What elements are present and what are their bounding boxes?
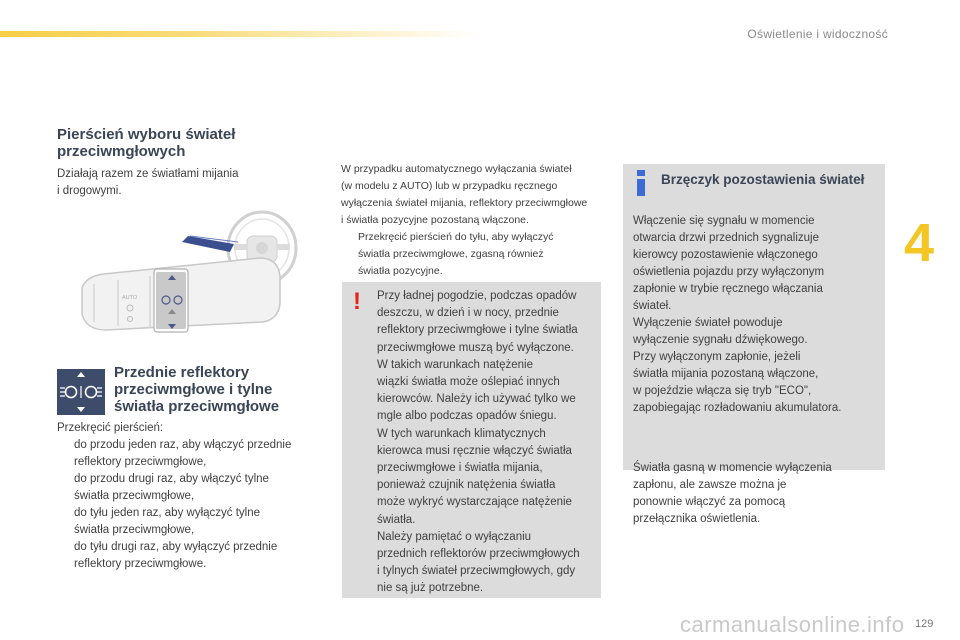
info-text (633, 196, 883, 545)
auto-label: AUTO (122, 295, 138, 301)
bullet-text: Przekręcić pierścień do tyłu, aby wyłączyć światła przeciwmgłowe, zgasną również światła pozycyjne. (358, 231, 554, 277)
section1-intro-line: Działają razem ze światłami mijania (57, 168, 239, 180)
section2-title (114, 364, 279, 415)
section2-lead: Przekręcić pierścień: (57, 422, 164, 434)
info-icon (633, 170, 649, 196)
section1-intro-line: i drogowymi. (57, 185, 122, 197)
header-accent-bar (0, 31, 480, 37)
section2-body (57, 420, 327, 573)
section2-title-line: Przednie reflektory (114, 364, 250, 381)
section1-title (57, 126, 235, 160)
warning-text: Przy ładnej pogodzie, podczas opadów deszczu, w dzień i w nocy, przednie reflektory przeciwmgłowe i tylne światła przeciwmgłowe muszą być wyłączone. W takich warunkach natężenie wiązki światła może oślepiać innych kierowców. Należy ich używać tylko we mgle albo podczas opadów śniegu. W tych warunkach klimatycznych kierowca musi ręcznie włączyć światła przeciwmgłowe i światła mijania, ponieważ czujnik natężenia światła może wykryć wystarczające natężenie światła. Należy pamiętać o wyłączaniu przednich reflektorów przeciwmgłowych i tylnych świateł przeciwmgłowych, gdy nie są już potrzebne. (377, 290, 580, 595)
section1-title-line: Pierścień wyboru świateł (57, 126, 236, 143)
bullet-item (57, 471, 327, 505)
section1-title-line: przeciwmgłowych (57, 143, 186, 160)
bullet-item (57, 539, 327, 573)
bullet-text: do przodu drugi raz, aby włączyć tylne światła przeciwmgłowe, (74, 473, 269, 502)
section1-intro (57, 166, 239, 200)
info-paragraph: Włączenie się sygnału w momencie otwarcia drzwi przednich sygnalizuje kierowcy pozostawienie włączonego oświetlenia pojazdu przy wyłączonym zapłonie w trybie ręcznego włączania świateł. Wyłączenie świateł powoduje wyłączenie sygnału dźwiękowego. Przy wyłączonym zapłonie, jeżeli światła mijania pozostaną włączone, w pojeździe włącza się tryb "ECO", zapobiegając rozładowaniu akumulatora. (633, 215, 842, 414)
middle-bullet (341, 229, 609, 280)
middle-paragraph: W przypadku automatycznego wyłączania świateł (w modelu z AUTO) lub w przypadku ręcznego wyłączenia świateł mijania, reflektory przeciwmgłowe i światła pozycyjne pozostaną włączone. (341, 163, 588, 226)
bullet-item (57, 437, 327, 471)
fog-lights-icon (57, 369, 105, 415)
page-number: 129 (915, 618, 934, 630)
bullet-text: do tyłu jeden raz, aby wyłączyć tylne światła przeciwmgłowe, (74, 507, 261, 536)
bullet-item (57, 505, 327, 539)
warning-box (342, 282, 601, 598)
watermark: carmanualsonline.info (680, 612, 905, 637)
bullet-text: do przodu jeden raz, aby włączyć przednie reflektory przeciwmgłowe, (74, 439, 292, 468)
section2-title-line: światła przeciwmgłowe (114, 398, 280, 415)
lighting-stalk-illustration (64, 196, 340, 346)
middle-column (341, 161, 609, 280)
bullet-text: do tyłu drugi raz, aby wyłączyć przednie reflektory przeciwmgłowe. (74, 541, 278, 570)
chapter-number: 4 (904, 213, 935, 273)
info-title: Brzęczyk pozostawienia świateł (661, 172, 865, 187)
lighting-stalk (82, 258, 280, 332)
info-paragraph: Światła gasną w momencie wyłączenia zapłonu, ale zawsze można je ponownie włączyć za pomocą przełącznika oświetlenia. (633, 462, 832, 525)
info-box (623, 164, 885, 525)
warning-icon: ! (353, 288, 361, 315)
section-header: Oświetlenie i widoczność (747, 27, 888, 41)
section2-title-line: przeciwmgłowe i tylne (114, 381, 273, 398)
